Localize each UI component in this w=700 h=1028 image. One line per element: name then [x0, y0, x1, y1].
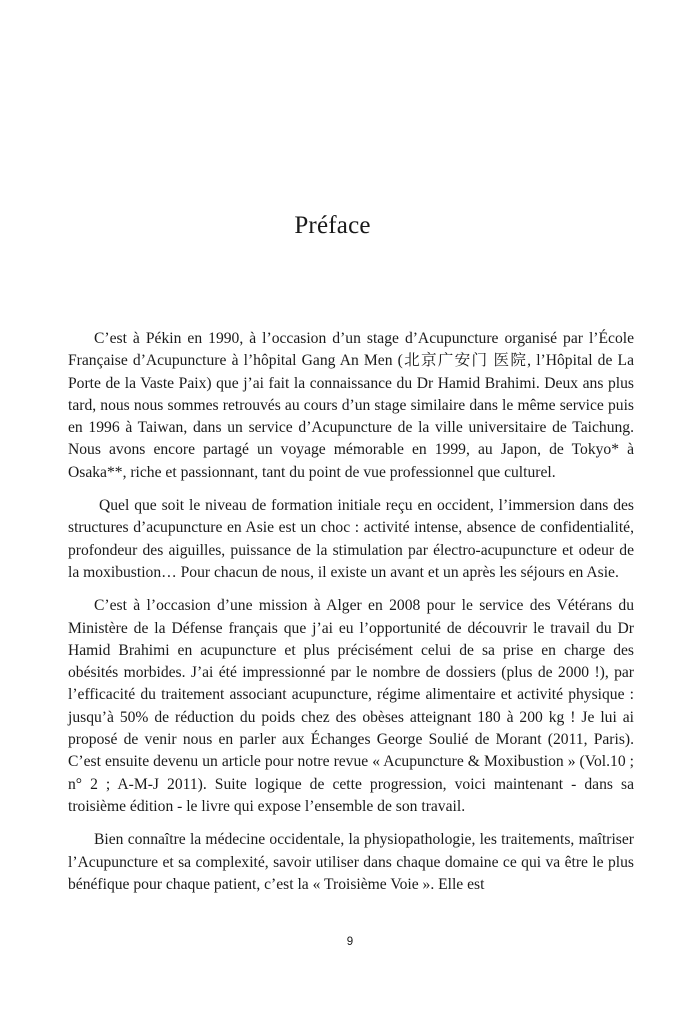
- paragraph-4: Bien connaître la médecine occidentale, la physiopathologie, les traitements, maîtriser l’Acupuncture et sa complexité, savoir utiliser dans chaque domaine ce qui va être le plus bénéfique pour chaque patient, c’est la « Troisième Voie ». Elle est: [68, 831, 634, 893]
- paragraph-2: Quel que soit le niveau de formation initiale reçu en occident, l’immersion dans des structures d’acupuncture en Asie est un choc : activité intense, absence de confidentialité, profondeur des aiguilles, puissance de la stimulation par électro-acupuncture et odeur de la moxibustion… Pour chacun de nous, il existe un avant et un après les séjours en Asie.: [68, 497, 634, 581]
- preface-body: [68, 328, 634, 907]
- page-number: 9: [346, 936, 354, 948]
- paragraph-3: C’est à l’occasion d’une mission à Alger en 2008 pour le service des Vétérans du Ministère de la Défense français que j’ai eu l’opportunité de découvrir le travail du Dr Hamid Brahimi en acupuncture et plus précisément celui de sa prise en charge des obésités morbides. J’ai été impressionné par le nombre de dossiers (plus de 2000 !), par l’efficacité du traitement associant acupuncture, régime alimentaire et activité physique : jusqu’à 50% de réduction du poids chez des obèses atteignant 180 à 200 kg ! Je lui ai proposé de venir nous en parler aux Échanges George Soulié de Morant (2011, Paris). C’est ensuite devenu un article pour notre revue « Acupuncture & Moxibustion » (Vol.10 ; n° 2 ; A-M-J 2011). Suite logique de cette progression, voici maintenant - dans sa troisième édition - le livre qui expose l’ensemble de son travail.: [68, 597, 634, 815]
- page-title: Préface: [294, 212, 371, 239]
- paragraph-1: C’est à Pékin en 1990, à l’occasion d’un stage d’Acupuncture organisé par l’École Française d’Acupuncture à l’hôpital Gang An Men (北京广安门 医院, l’Hôpital de La Porte de la Vaste Paix) que j’ai fait la connaissance du Dr Hamid Brahimi. Deux ans plus tard, nous nous sommes retrouvés au cours d’un stage similaire dans le même service puis en 1996 à Taiwan, dans un service d’Acupuncture de la ville universitaire de Taichung. Nous avons encore partagé un voyage mémorable en 1999, au Japon, de Tokyo* à Osaka**, riche et passionnant, tant du point de vue professionnel que culturel.: [68, 330, 634, 481]
